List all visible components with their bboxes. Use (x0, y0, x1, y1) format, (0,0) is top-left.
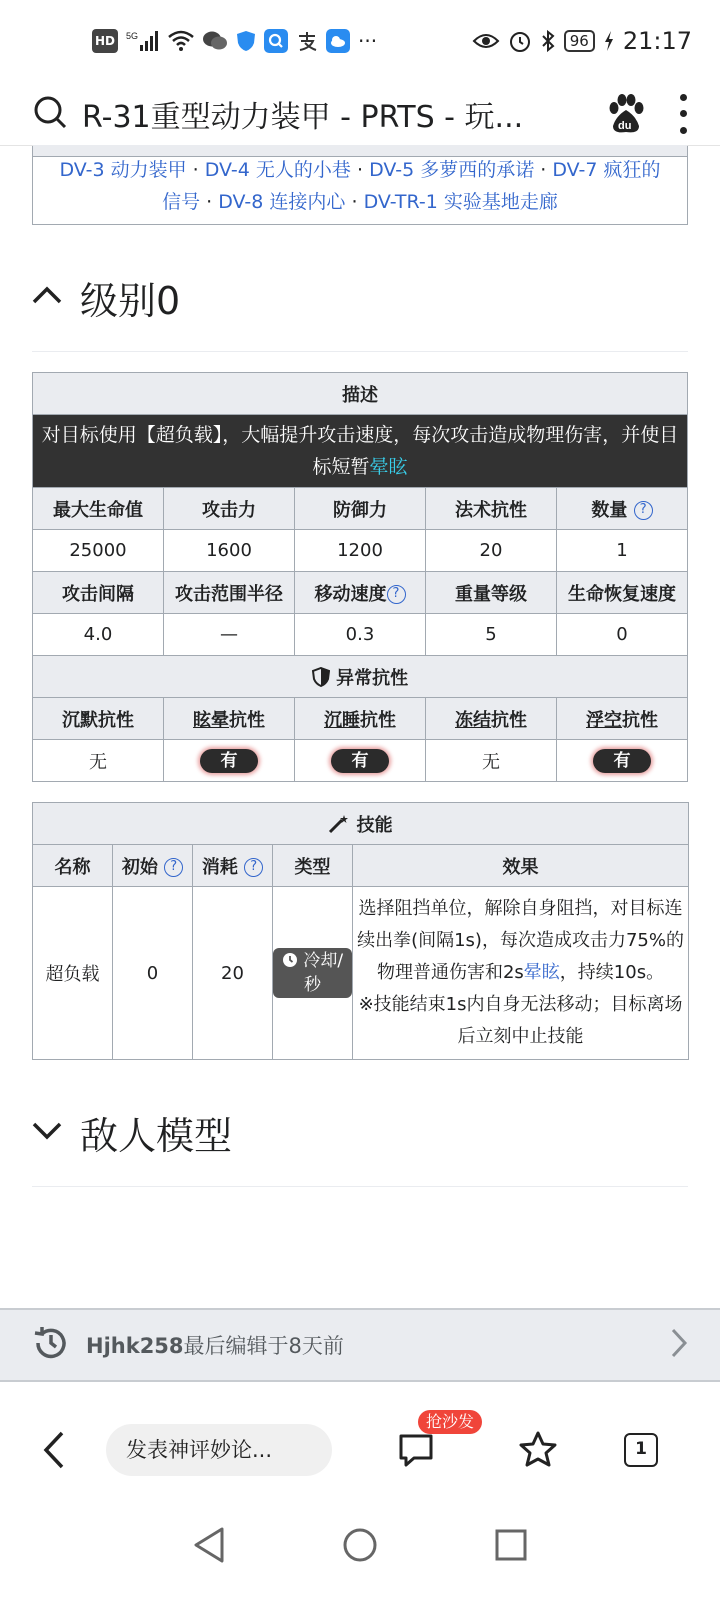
table-header (193, 845, 273, 887)
effect-text: 选择阻挡单位，解除自身阻挡，对目标连续出拳(间隔1s)，每次造成攻击力75%的物理普通伤害和2s (357, 898, 684, 983)
weather-app-icon (326, 29, 350, 53)
alarm-icon (508, 29, 532, 53)
table-header: 防御力 (295, 488, 426, 530)
nav-link-dvtr1[interactable]: DV-TR-1 实验基地走廊 (363, 191, 558, 213)
table-cell: 1 (557, 530, 688, 572)
stun-link[interactable]: 晕眩 (369, 456, 408, 478)
resist-badge: 有 (593, 749, 651, 773)
navbox (32, 146, 688, 225)
table-header (113, 845, 193, 887)
page-content (32, 146, 688, 1187)
signal-icon (126, 29, 160, 53)
table-cell (295, 740, 426, 782)
alipay-icon (296, 29, 318, 53)
table-header: 重量等级 (426, 572, 557, 614)
system-nav-bar (0, 1494, 720, 1600)
eye-icon (472, 29, 500, 53)
section-title: 级别0 (80, 278, 181, 323)
separator: · (540, 159, 547, 181)
stun-link[interactable]: 晕眩 (523, 962, 560, 983)
more-menu-icon[interactable] (678, 94, 688, 134)
skill-effect (353, 887, 689, 1060)
nav-home-icon[interactable] (342, 1527, 378, 1567)
comment-badge: 抢沙发 (418, 1410, 482, 1434)
chevron-right-icon[interactable] (670, 1327, 688, 1363)
tabs-button[interactable]: 1 (624, 1433, 658, 1467)
comment-input[interactable]: 发表神评妙论... (106, 1424, 332, 1476)
section-divider (32, 1186, 688, 1187)
separator: · (356, 159, 364, 181)
table-cell: 25000 (33, 530, 164, 572)
section-title: 敌人模型 (80, 1113, 233, 1158)
nav-link-dv3[interactable]: DV-3 动力装甲 (59, 159, 187, 181)
desc-header: 描述 (33, 373, 688, 415)
table-cell: 20 (426, 530, 557, 572)
search-icon[interactable] (32, 94, 68, 134)
table-cell: 5 (426, 614, 557, 656)
speed-label: 移动速度 (314, 583, 387, 605)
stats-table (32, 372, 688, 782)
table-cell: 无 (33, 740, 164, 782)
star-icon[interactable] (518, 1430, 558, 1470)
table-header (164, 698, 295, 740)
skill-cost: 20 (193, 887, 273, 1060)
shield-icon (312, 668, 330, 689)
section-level-toggle[interactable] (32, 267, 688, 327)
search-app-icon (264, 29, 288, 53)
table-header-speed (295, 572, 426, 614)
last-edited-text (86, 1330, 344, 1360)
help-icon[interactable]: ? (164, 858, 183, 877)
table-header (295, 698, 426, 740)
nav-link-dv4[interactable]: DV-4 无人的小巷 (204, 159, 351, 181)
table-cell: 0 (557, 614, 688, 656)
table-cell (164, 740, 295, 782)
table-cell (557, 740, 688, 782)
section-divider (32, 351, 688, 352)
table-header: 类型 (273, 845, 353, 887)
table-header: 法术抗性 (426, 488, 557, 530)
table-cell: 1600 (164, 530, 295, 572)
initial-label: 初始 (121, 856, 158, 878)
battery-icon: 96 (564, 30, 595, 52)
signal-label: 5G (126, 31, 139, 41)
table-header (557, 698, 688, 740)
levitate-term-link[interactable]: 浮空 (586, 709, 622, 731)
desc-cell (33, 415, 688, 488)
svg-text:du: du (618, 119, 632, 132)
resist-suffix: 抗性 (360, 709, 396, 731)
section-model-toggle[interactable] (32, 1102, 688, 1162)
skills-header (33, 803, 689, 845)
nav-recents-icon[interactable] (494, 1528, 528, 1566)
skill-name: 超负载 (33, 887, 113, 1060)
resist-suffix: 抗性 (622, 709, 658, 731)
stun-term-link[interactable]: 眩晕 (193, 709, 229, 731)
resist-header (33, 656, 688, 698)
wechat-icon (202, 29, 228, 53)
nav-link-dv7[interactable]: DV-7 疯狂的信号 (162, 159, 661, 213)
table-header: 名称 (33, 845, 113, 887)
table-header (426, 698, 557, 740)
baidu-paw-icon[interactable] (604, 92, 648, 136)
back-icon[interactable] (36, 1430, 76, 1470)
table-cell: 0.3 (295, 614, 426, 656)
table-header: 攻击力 (164, 488, 295, 530)
nav-link-dv8[interactable]: DV-8 连接内心 (218, 191, 346, 213)
effect-text: ，持续10s。 (559, 962, 665, 983)
effect-note: ※技能结束1s内自身无法移动；目标离场后立刻中止技能 (358, 994, 683, 1047)
hd-icon: HD (92, 29, 118, 53)
table-cell: 1200 (295, 530, 426, 572)
clock-icon (282, 952, 298, 968)
nav-back-icon[interactable] (192, 1526, 226, 1568)
chat-bubble-icon (396, 1430, 436, 1470)
resist-title: 异常抗性 (336, 667, 409, 689)
clock: 21:17 (622, 27, 692, 55)
table-cell: 4.0 (33, 614, 164, 656)
bluetooth-icon (540, 29, 556, 53)
comments-button[interactable] (396, 1412, 475, 1470)
sleep-term-link[interactable]: 沉睡 (324, 709, 360, 731)
separator: · (206, 191, 213, 213)
table-header: 沉默抗性 (33, 698, 164, 740)
separator: · (351, 191, 358, 213)
help-icon[interactable]: ? (387, 585, 406, 604)
table-header: 生命恢复速度 (557, 572, 688, 614)
resist-badge: 有 (331, 749, 389, 773)
help-icon[interactable]: ? (634, 501, 653, 520)
count-label: 数量 (591, 499, 628, 521)
resist-suffix: 抗性 (229, 709, 265, 731)
editor-username[interactable]: Hjhk258 (86, 1334, 184, 1358)
magic-wand-icon (328, 815, 350, 836)
skill-initial: 0 (113, 887, 193, 1060)
table-header: 效果 (353, 845, 689, 887)
chevron-down-icon[interactable] (32, 1120, 62, 1144)
help-icon[interactable]: ? (244, 858, 263, 877)
desc-text: 对目标使用【超负载】，大幅提升攻击速度，每次攻击造成物理伤害，并使目标短暂 (41, 424, 679, 478)
navbox-header (33, 145, 687, 157)
resist-suffix: 抗性 (491, 709, 527, 731)
resist-badge: 有 (200, 749, 258, 773)
wifi-icon (168, 29, 194, 53)
table-header: 攻击范围半径 (164, 572, 295, 614)
shield-app-icon (236, 29, 256, 53)
last-edited-bar[interactable] (0, 1308, 720, 1382)
skill-type (273, 887, 353, 1060)
skills-table (32, 802, 689, 1060)
chevron-up-icon[interactable] (32, 285, 62, 309)
status-bar (0, 0, 720, 82)
charging-icon (603, 29, 615, 53)
history-icon (32, 1324, 70, 1366)
cooldown-label: 冷却/秒 (303, 951, 344, 995)
nav-link-dv5[interactable]: DV-5 多萝西的承诺 (369, 159, 535, 181)
edit-time: 最后编辑于8天前 (183, 1334, 344, 1358)
address-bar[interactable] (0, 82, 720, 146)
table-header-count (557, 488, 688, 530)
browser-toolbar (0, 1406, 720, 1494)
table-cell: 无 (426, 740, 557, 782)
freeze-term-link[interactable]: 冻结 (455, 709, 491, 731)
page-title[interactable]: R-31重型动力装甲 - PRTS - 玩... (82, 99, 524, 135)
table-header: 最大生命值 (33, 488, 164, 530)
cost-label: 消耗 (201, 856, 238, 878)
cooldown-badge (273, 948, 352, 998)
more-notifications-icon: ··· (358, 29, 378, 53)
skills-title: 技能 (356, 814, 393, 836)
table-header: 攻击间隔 (33, 572, 164, 614)
table-cell: — (164, 614, 295, 656)
separator: · (192, 159, 199, 181)
